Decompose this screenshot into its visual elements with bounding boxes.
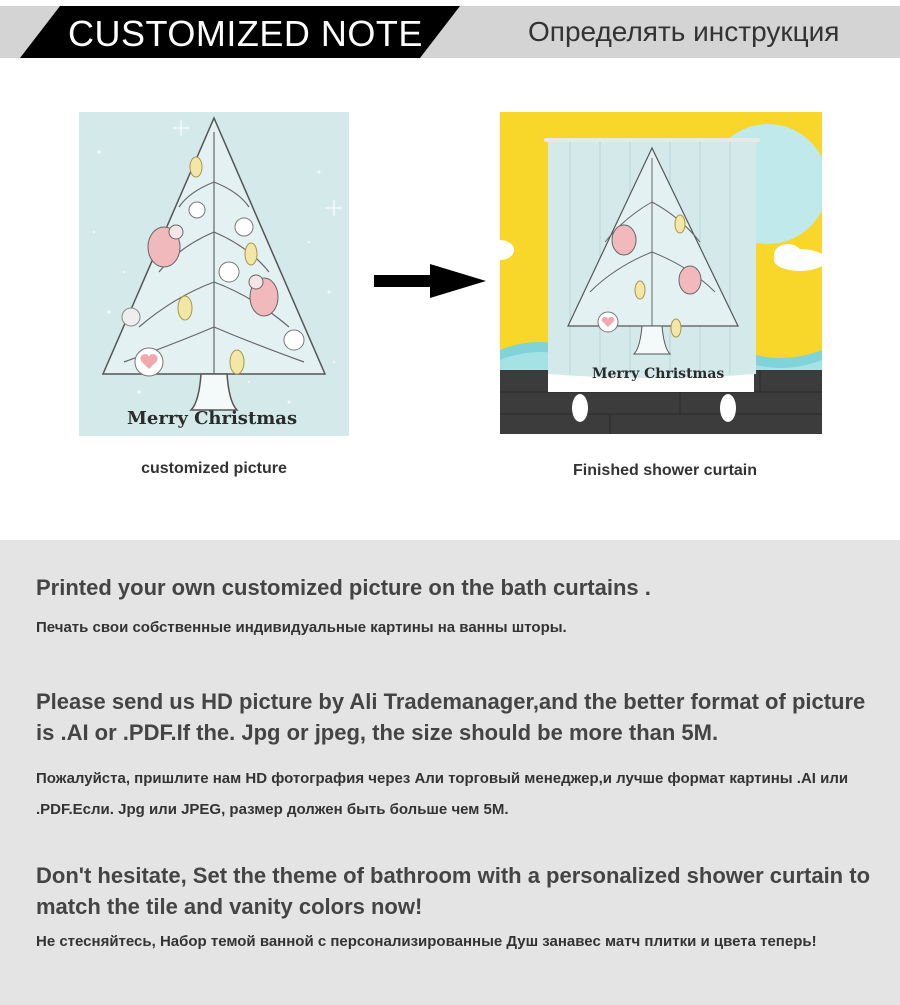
customized-picture-caption: customized picture bbox=[141, 460, 287, 477]
finished-curtain-picture bbox=[500, 112, 822, 434]
curtain-merry-christmas-text: Merry Christmas bbox=[592, 366, 725, 382]
right-arrow-icon bbox=[374, 264, 486, 298]
bathroom-scene bbox=[500, 112, 822, 434]
info-paragraph-3-ru: Не стесняйтесь, Набор темой ванной с персонализированные Душ занавес матч плитки и цвета теперь! bbox=[36, 933, 817, 950]
info-paragraph-1-en: Printed your own customized picture on the bath curtains . bbox=[36, 575, 651, 600]
header-banner bbox=[0, 0, 900, 62]
customized-picture bbox=[79, 112, 349, 436]
header-subtitle: Определять инструкция bbox=[528, 16, 840, 47]
info-paragraph-3-en: Don't hesitate, Set the theme of bathroom with a personalized shower curtain to match the tile and vanity colors now! bbox=[36, 863, 871, 919]
header-title: CUSTOMIZED NOTE bbox=[68, 13, 423, 54]
christmas-tree-illustration bbox=[79, 112, 349, 436]
finished-curtain-caption: Finished shower curtain bbox=[572, 462, 758, 479]
merry-christmas-text: Merry Christmas bbox=[127, 408, 298, 429]
info-paragraph-2-ru: Пожалуйста, пришлите нам HD фотография через Али торговый менеджер,и лучше формат картины .AI или .PDF.Если. Jpg или JPEG, размер должен быть больше чем 5M. bbox=[36, 770, 849, 818]
info-paragraph-1-ru: Печать свои собственные индивидуальные картины на ванны шторы. bbox=[36, 619, 567, 636]
info-paragraph-2-en: Please send us HD picture by Ali Trademanager,and the better format of picture is .AI or .PDF.If the. Jpg or jpeg, the size should be more than 5M. bbox=[36, 689, 866, 745]
